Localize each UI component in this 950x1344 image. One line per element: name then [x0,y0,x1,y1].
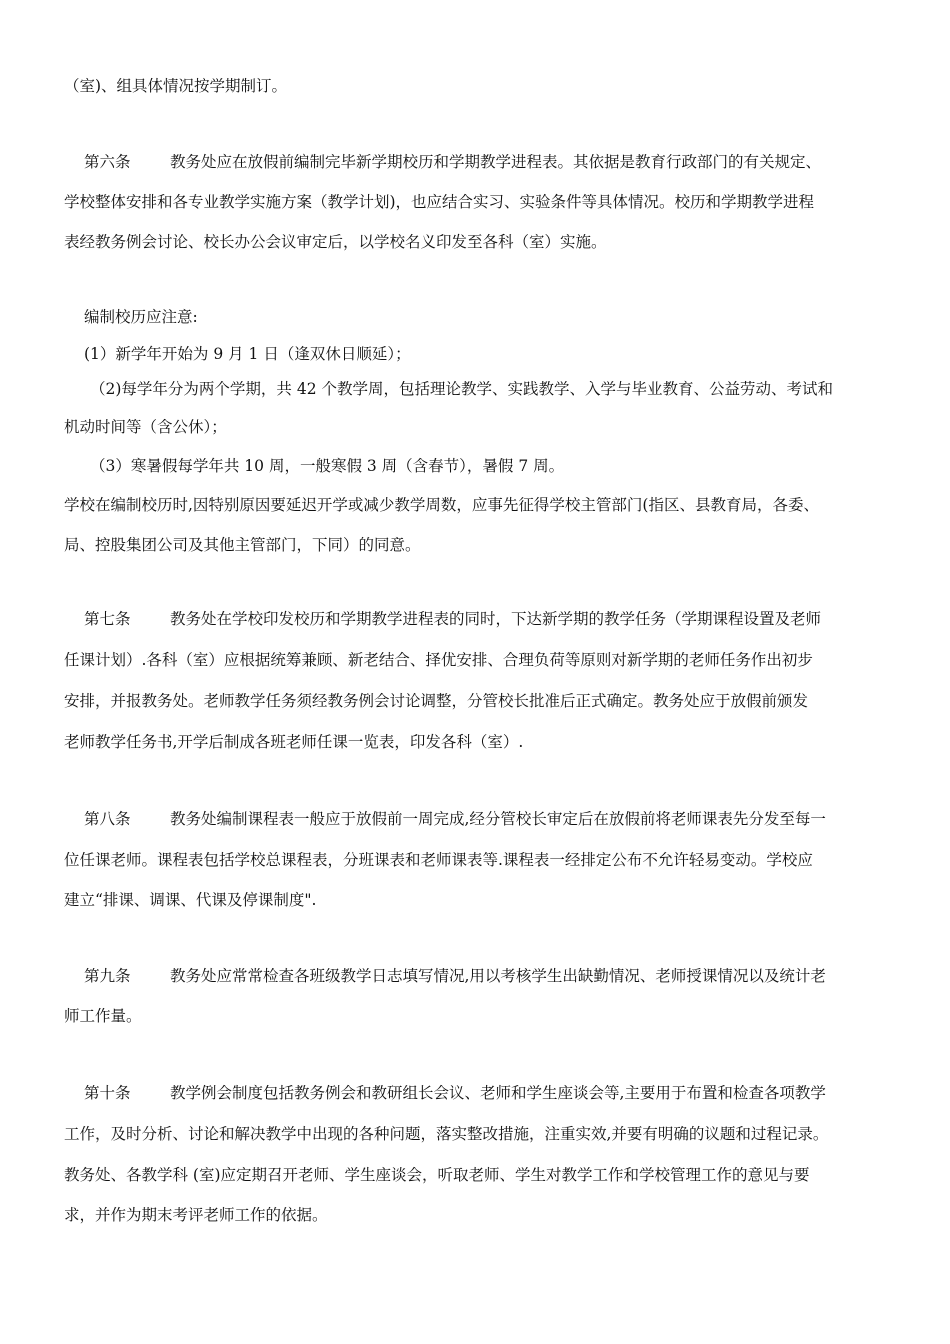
article-9-label: 第九条 [84,967,131,985]
article-7-line-2: 任课计划）.各科（室）应根据统筹兼顾、新老结合、择优安排、合理负荷等原则对新学期的老师任务作出初步 [64,651,813,669]
article-10-label: 第十条 [84,1084,131,1102]
article-8-line-1: 第八条 教务处编制课程表一般应于放假前一周完成,经分管校长审定后在放假前将老师课表先分发至每一 [84,810,826,828]
article-10-line-2: 工作，及时分析、讨论和解决教学中出现的各种问题，落实整改措施，注重实效,并要有明确的议题和过程记录。 [64,1125,829,1143]
article-10-line-4: 求，并作为期末考评老师工作的依据。 [64,1206,328,1224]
article-7-line-3: 安排，并报教务处。老师教学任务须经教务例会讨论调整，分管校长批准后正式确定。教务处应于放假前颁发 [64,692,809,710]
calendar-remark-line-2: 局、控股集团公司及其他主管部门，下同）的同意。 [64,536,421,554]
article-9-line-1: 第九条 教务处应常常检查各班级教学日志填写情况,用以考核学生出缺勤情况、老师授课情况以及统计老 [84,967,826,985]
article-8-line-2: 位任课老师。课程表包括学校总课程表，分班课表和老师课表等.课程表一经排定公布不允许轻易变动。学校应 [64,851,813,869]
article-10-line-1: 第十条 教学例会制度包括教务例会和教研组长会议、老师和学生座谈会等,主要用于布置和检查各项教学 [84,1084,826,1102]
calendar-note-3: （3）寒暑假每学年共 10 周，一般寒假 3 周（含春节），暑假 7 周。 [90,457,565,475]
article-6-line-2: 学校整体安排和各专业教学实施方案（教学计划)，也应结合实习、实验条件等具体情况。校历和学期教学进程 [64,193,815,211]
article-8-label: 第八条 [84,810,131,828]
article-10-line-3: 教务处、各教学科 (室)应定期召开老师、学生座谈会，听取老师、学生对教学工作和学校管理工作的意见与要 [64,1166,810,1184]
article-8-line-3: 建立“排课、调课、代课及停课制度". [64,891,317,909]
article-9-line-2: 师工作量。 [64,1007,142,1025]
calendar-notes-title: 编制校历应注意: [84,308,198,326]
article-7-line-1: 第七条 教务处在学校印发校历和学期教学进程表的同时，下达新学期的教学任务（学期课程设置及老师 [84,610,822,628]
calendar-note-2-line-2: 机动时间等（含公休）； [64,418,227,436]
calendar-remark-line-1: 学校在编制校历时,因特别原因要延迟开学或减少教学周数，应事先征得学校主管部门(指区、县教育局，各委、 [64,496,819,514]
article-6-label: 第六条 [84,153,131,171]
article-7-line-4: 老师教学任务书,开学后制成各班老师任课一览表，印发各科（室）. [64,733,524,751]
article-6-line-1: 第六条 教务处应在放假前编制完毕新学期校历和学期教学进程表。其依据是教育行政部门的有关规定、 [84,153,822,171]
article-6-line-3: 表经教务例会讨论、校长办公会议审定后，以学校名义印发至各科（室）实施。 [64,233,607,251]
text-line: （室)、组具体情况按学期制订。 [64,77,288,95]
calendar-note-2-line-1: （2)每学年分为两个学期，共 42 个教学周，包括理论教学、实践教学、入学与毕业教育、公益劳动、考试和 [90,380,833,398]
calendar-note-1: (1）新学年开始为 9 月 1 日（逢双休日顺延）； [84,345,411,363]
article-7-label: 第七条 [84,610,131,628]
